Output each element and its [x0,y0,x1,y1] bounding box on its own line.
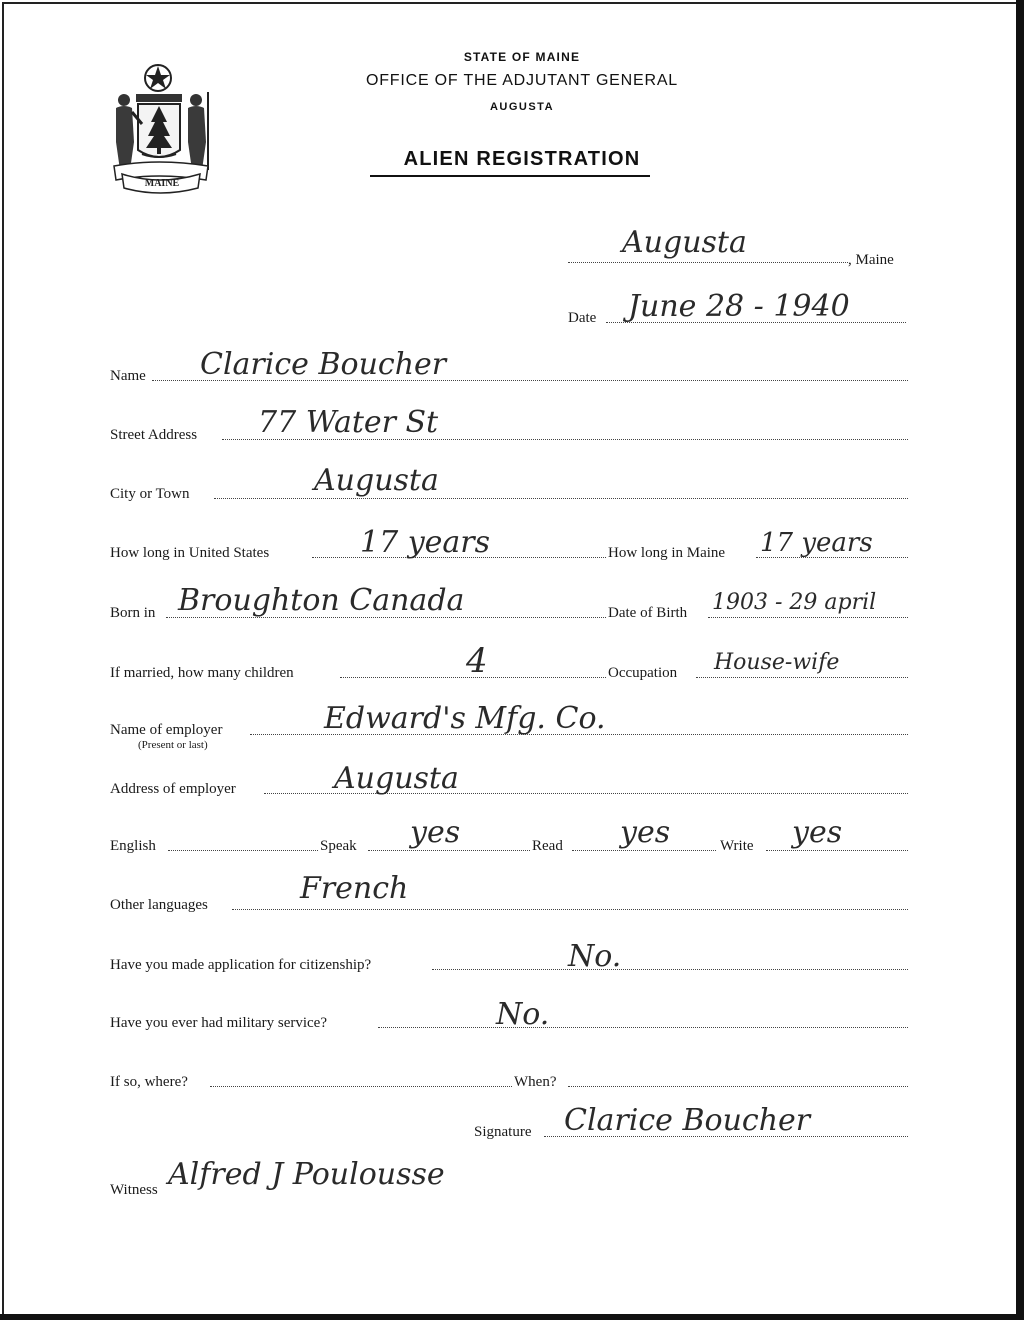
read-handwriting: yes [620,815,671,850]
maine-duration-label: How long in Maine [608,545,726,561]
occupation-handwriting: House-wife [714,650,840,675]
military-handwriting: No. [496,997,550,1032]
place-line [568,262,848,263]
employer-address-handwriting: Augusta [334,761,459,796]
birthplace-label: Born in [110,605,156,621]
us-duration-handwriting: 17 years [360,525,491,560]
header-city: AUGUSTA [489,101,555,113]
read-label: Read [532,838,563,854]
place-handwriting: Augusta [622,225,747,260]
military-label: Have you ever had military service? [110,1015,327,1031]
speak-line [368,850,530,851]
other-languages-line [232,909,908,910]
write-line [766,850,908,851]
street-handwriting: 77 Water St [258,405,439,440]
form-title: ALIEN REGISTRATION [403,148,641,170]
dob-line [708,617,908,618]
header-office: OFFICE OF THE ADJUTANT GENERAL [365,72,679,89]
read-line [572,850,716,851]
dob-handwriting: 1903 - 29 april [712,590,877,615]
street-label: Street Address [110,427,198,443]
city-handwriting: Augusta [314,463,439,498]
english-label: English [110,838,156,854]
occupation-label: Occupation [608,665,678,681]
children-label: If married, how many children [110,665,294,681]
page-edge-bottom [0,1314,1024,1320]
other-languages-label: Other languages [110,897,208,913]
place-suffix: , Maine [848,252,894,268]
witness-handwriting: Alfred J Poulousse [168,1157,445,1192]
where-line [210,1086,512,1087]
speak-label: Speak [320,838,357,854]
us-duration-label: How long in United States [110,545,270,561]
employer-address-label: Address of employer [110,781,236,797]
title-underline [370,175,650,177]
dob-label: Date of Birth [608,605,688,621]
date-handwriting: June 28 - 1940 [628,289,850,324]
name-handwriting: Clarice Boucher [200,347,447,382]
when-line [568,1086,908,1087]
birthplace-handwriting: Broughton Canada [178,583,465,618]
city-label: City or Town [110,486,190,502]
maine-duration-handwriting: 17 years [760,528,873,558]
seal-banner-text: MAINE [144,178,180,189]
citizenship-label: Have you made application for citizenship? [110,957,372,973]
signature-handwriting: Clarice Boucher [564,1103,811,1138]
citizenship-handwriting: No. [568,939,622,974]
citizenship-line [432,969,908,970]
page-edge-right [1016,0,1024,1320]
children-handwriting: 4 [466,641,488,681]
signature-label: Signature [474,1124,532,1140]
page-border [2,2,1022,1318]
date-label: Date [568,310,597,326]
speak-handwriting: yes [410,815,461,850]
where-label: If so, where? [110,1074,188,1090]
write-handwriting: yes [792,815,843,850]
other-languages-handwriting: French [300,871,409,906]
english-line [168,850,318,851]
name-label: Name [110,368,146,384]
city-line [214,498,908,499]
employer-sublabel: (Present or last) [138,739,208,751]
employer-handwriting: Edward's Mfg. Co. [324,701,606,736]
when-label: When? [514,1074,557,1090]
witness-label: Witness [110,1182,158,1198]
military-line [378,1027,908,1028]
employer-label: Name of employer [110,722,223,738]
header-state: STATE OF MAINE [463,50,581,64]
occupation-line [696,677,908,678]
write-label: Write [720,838,754,854]
